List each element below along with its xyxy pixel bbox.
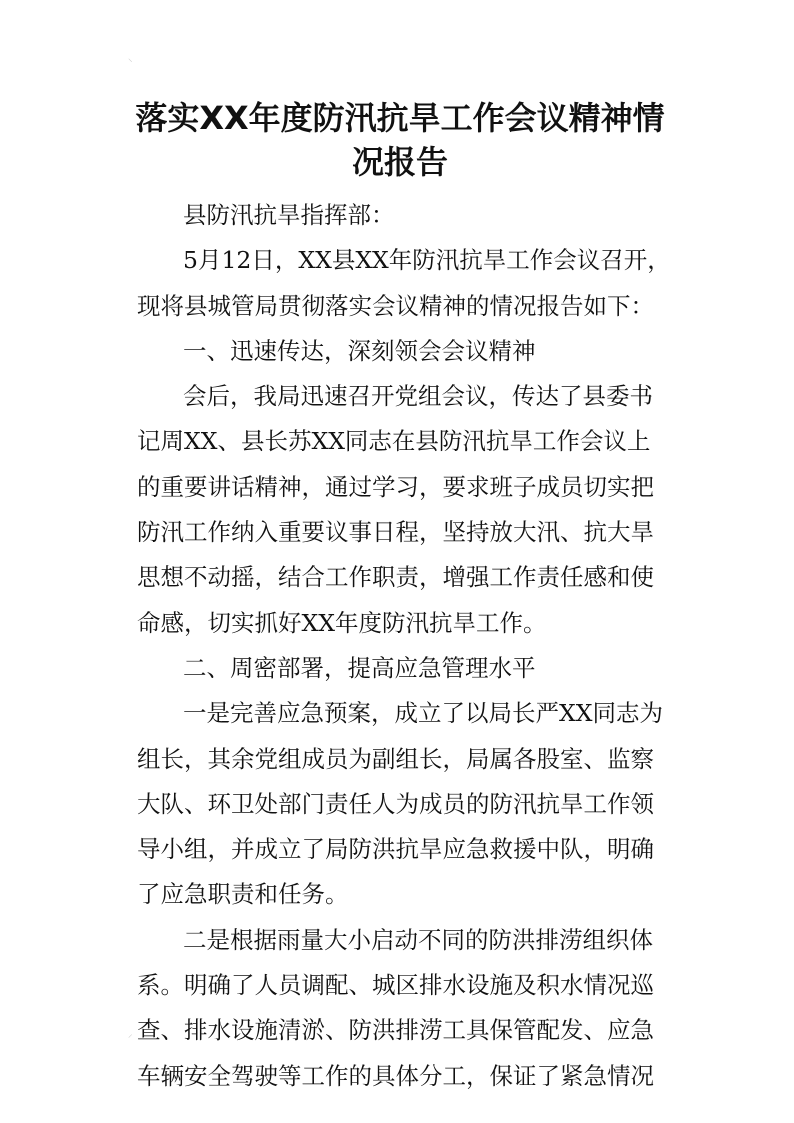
text-line: 二、周密部署，提高应急管理水平: [183, 653, 536, 682]
text-line: 导小组，并成立了局防洪抗旱应急救援中队，明确: [137, 835, 654, 864]
text-line: 的重要讲话精神，通过学习，要求班子成员切实把: [137, 472, 654, 501]
text-line: 一、迅速传达，深刻领会会议精神: [183, 336, 536, 365]
title-line: 况报告: [351, 143, 448, 181]
text-line: 思想不动摇，结合工作职责，增强工作责任感和使: [137, 563, 654, 592]
text-line: 车辆安全驾驶等工作的具体分工，保证了紧急情况: [137, 1061, 654, 1090]
document-title: [100, 96, 700, 184]
text-line: 二是根据雨量大小启动不同的防洪排涝组织体: [183, 925, 653, 954]
text-line: 了应急职责和任务。: [137, 880, 349, 909]
document-body: [137, 193, 671, 1099]
text-line: 系。明确了人员调配、城区排水设施及积水情况巡: [137, 971, 654, 1000]
text-line: 大队、环卫处部门责任人为成员的防汛抗旱工作领: [137, 789, 654, 818]
text-line: 组长，其余党组成员为副组长，局属各股室、监察: [137, 744, 654, 773]
text-line: 一是完善应急预案，成立了以局长严XX同志为: [183, 699, 663, 728]
text-line: 5月12日，XX县XX年防汛抗旱工作会议召开，: [183, 246, 671, 275]
text-line: 防汛工作纳入重要议事日程，坚持放大汛、抗大旱: [137, 518, 654, 547]
text-line: 县防汛抗旱指挥部：: [183, 201, 395, 229]
text-line: 会后，我局迅速召开党组会议，传达了县委书: [183, 382, 653, 411]
title-line: 落实XX年度防汛抗旱工作会议精神情: [135, 99, 665, 137]
text-line: 命感，切实抓好XX年度防汛抗旱工作。: [137, 608, 547, 637]
text-line: 查、排水设施清淤、防洪排涝工具保管配发、应急: [137, 1016, 654, 1045]
corner-crop-mark: ⸝: [128, 1030, 133, 1040]
text-line: 现将县城管局贯彻落实会议精神的情况报告如下：: [137, 291, 654, 320]
text-line: 记周XX、县长苏XX同志在县防汛抗旱工作会议上: [137, 427, 651, 456]
corner-crop-mark: ⸌: [128, 58, 133, 68]
